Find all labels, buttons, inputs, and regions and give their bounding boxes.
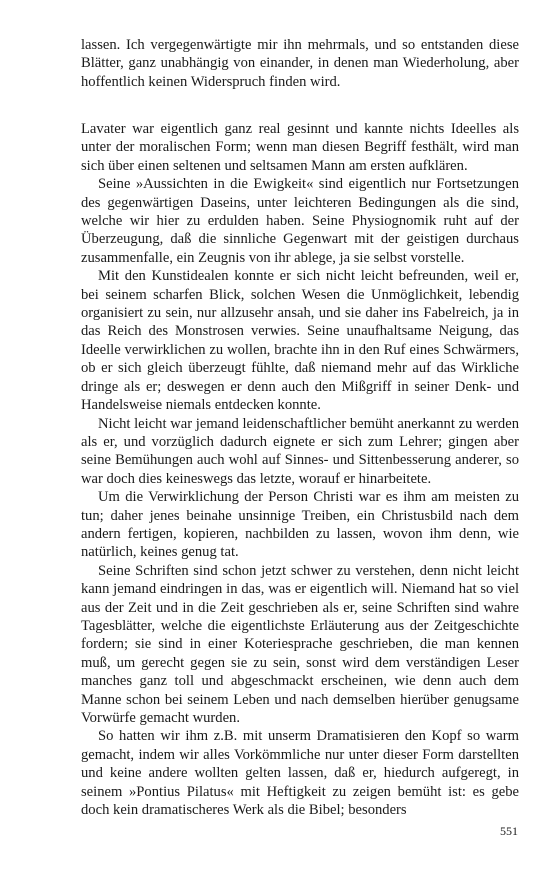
continued-paragraph-block bbox=[81, 36, 519, 91]
paragraph-continued: lassen. Ich vergegenwärtigte mir ihn mehrmals, und so entstanden diese Blätter, ganz unabhängig von einander, in denen man Wiederholung, aber hoffentlich keinen Widerspruch finden wird. bbox=[81, 37, 519, 90]
paragraph: Nicht leicht war jemand leidenschaftlicher bemüht anerkannt zu werden als er, und vorzüglich dadurch eignete er sich zum Lehrer; gingen aber seine Bemühungen auch wohl auf Sinnes- und Sittenbesserung anderer, so war doch dies keineswegs das letzte, worauf er hinarbeitete. bbox=[81, 415, 519, 487]
paragraph: So hatten wir ihm z.B. mit unserm Dramatisieren den Kopf so warm gemacht, indem wir alles Vorkömmliche nur unter dieser Form darstellten und keine andere wollten gelten lassen, daß er, hiedurch aufgeregt, in seinem »Pontius Pilatus« mit Heftigkeit zu zeigen bemüht ist: es gebe doch kein dramatischeres Werk als die Bibel; besonders bbox=[81, 728, 519, 819]
paragraph: Seine »Aussichten in die Ewigkeit« sind eigentlich nur Fortsetzungen des gegenwärtigen Daseins, unter leichteren Bedingungen als die sind, welche wir hier zu erdulden haben. Seine Physiognomik ruht auf der Überzeugung, daß die sinnliche Gegenwart mit der geistigen durchaus zusammenfalle, ein Zeugnis von ihr ablege, ja sie selbst vorstelle. bbox=[81, 176, 519, 266]
paragraph: Um die Verwirklichung der Person Christi war es ihm am meisten zu tun; daher jenes beinahe unsinnige Treiben, ein Christusbild nach dem andern fertigen, kopieren, nachbilden zu lassen, wovon ihm denn, wie natürlich, keines genug tat. bbox=[81, 489, 519, 561]
paragraph: Seine Schriften sind schon jetzt schwer zu verstehen, denn nicht leicht kann jemand eindringen in das, was er eigentlich will. Niemand hat so viel aus der Zeit und in die Zeit geschrieben als er, seine Schriften sind wahre Tagesblätter, welche die eigentlichste Erläuterung aus der Zeitgeschichte fordern; sie sind in einer Koteriesprache geschrieben, die man kennen muß, um gerecht gegen sie zu sein, sonst wird dem verständigen Leser manches ganz toll und abgeschmackt erscheinen, wie denn auch dem Manne schon bei seinem Leben und nach demselben hierüber genugsame Vorwürfe gemacht wurden. bbox=[81, 562, 519, 726]
page-number: 551 bbox=[500, 824, 518, 838]
paragraph: Lavater war eigentlich ganz real gesinnt und kannte nichts Ideelles als unter der moralischen Form; wenn man diesen Begriff festhält, wird man sich über einen seltenen und seltsamen Mann am ersten aufklären. bbox=[81, 121, 519, 174]
main-text-block bbox=[81, 120, 519, 819]
paragraph: Mit den Kunstidealen konnte er sich nicht leicht befreunden, weil er, bei seinem scharfen Blick, solchen Wesen die Unmöglichkeit, lebendig organisiert zu sein, nur allzusehr ansah, und sie daher ins Fabelreich, ja in das Reich des Monstrosen verwies. Seine unaufhaltsame Neigung, das Ideelle verwirklichen zu wollen, brachte ihn in den Ruf eines Schwärmers, ob er sich gleich überzeugt fühlte, daß niemand mehr auf das Wirkliche dringe als er; deswegen er denn auch den Mißgriff in seiner Denk- und Handelsweise niemals entdecken konnte. bbox=[81, 268, 519, 414]
